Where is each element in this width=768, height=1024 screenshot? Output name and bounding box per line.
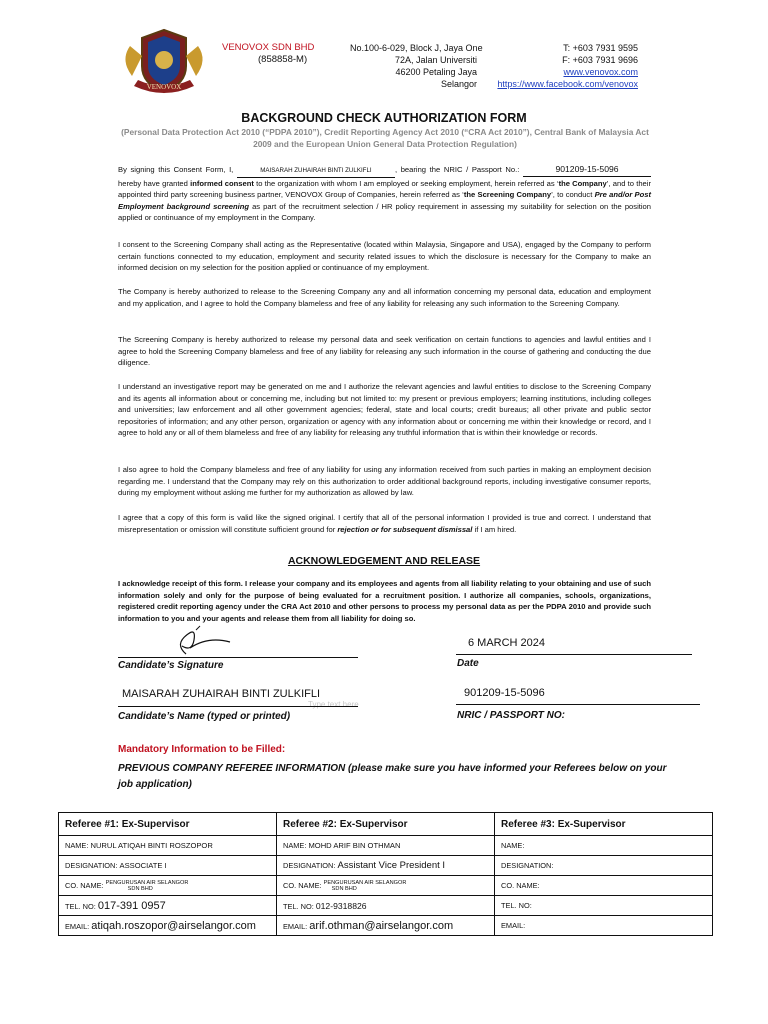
referee-3-email-cell[interactable] bbox=[495, 916, 713, 936]
address-line: No.100-6-029, Block J, Jaya One bbox=[350, 43, 483, 53]
form-title: BACKGROUND CHECK AUTHORIZATION FORM bbox=[241, 111, 527, 125]
screening-type-text: Pre and/or Post Employment background screening bbox=[118, 190, 652, 211]
signature-mark[interactable] bbox=[168, 624, 238, 665]
referee-2-email-cell[interactable] bbox=[277, 916, 495, 936]
cell-label: DESIGNATION: bbox=[283, 861, 336, 870]
cell-label: DESIGNATION: bbox=[65, 861, 118, 870]
cell-value: NURUL ATIQAH BINTI ROSZOPOR bbox=[90, 841, 213, 850]
name-label: Candidate’s Name (typed or printed) bbox=[118, 711, 291, 722]
candidate-name-typed[interactable]: MAISARAH ZUHAIRAH BINTI ZULKIFLI bbox=[122, 688, 321, 700]
address-line: 46200 Petaling Jaya bbox=[395, 67, 477, 77]
table-row bbox=[59, 876, 713, 896]
table-header-row bbox=[59, 813, 713, 836]
table-row bbox=[59, 856, 713, 876]
cell-value: SDN BHD bbox=[331, 885, 357, 892]
cell-label: CO. NAME: bbox=[283, 880, 322, 890]
name-line bbox=[118, 706, 358, 707]
referee-1-tel-cell[interactable] bbox=[59, 896, 277, 916]
mandatory-heading: Mandatory Information to be Filled: bbox=[118, 744, 286, 755]
consent-paragraph-6: I also agree to hold the Company blameless and free of any liability for using any information received from such parties in making an employment decision regarding me. I understand that the Company may rely on this authorization to order additional background reports, including investigative consumer reports, during my employment without asking me further for my authorization as allowed by law. bbox=[118, 465, 651, 498]
cell-label: TEL. NO: bbox=[501, 901, 532, 910]
consent-paragraph-4: The Screening Company is hereby authorized to release my personal data and seek verification on certain functions to agencies and lawful entities and I agree to hold the Screening Company blameless and free of any liability for releasing any such information in the course of gathering and conducting the due diligence. bbox=[118, 335, 651, 368]
referee-2-tel-cell[interactable] bbox=[277, 896, 495, 916]
cell-value: PENGURUSAN AIR SELANGOR bbox=[105, 879, 189, 886]
dismissal-clause: rejection or for subsequent dismissal bbox=[337, 524, 473, 534]
nric-typed[interactable]: 901209-15-5096 bbox=[464, 687, 545, 699]
address-line: Selangor bbox=[440, 79, 477, 89]
text-run: if I am hired. bbox=[472, 524, 517, 534]
nric-label: NRIC / PASSPORT NO: bbox=[457, 710, 565, 721]
referee-2-designation-cell[interactable] bbox=[277, 856, 495, 876]
cell-label: EMAIL: bbox=[65, 921, 90, 931]
company-term: the Company bbox=[558, 178, 607, 188]
nric-line bbox=[456, 704, 700, 705]
signature-line bbox=[118, 657, 358, 658]
cell-value: ASSOCIATE I bbox=[119, 861, 167, 870]
referee-3-tel-cell[interactable] bbox=[495, 896, 713, 916]
cell-label: TEL. NO: bbox=[65, 901, 96, 911]
candidate-name-field[interactable]: MAISARAH ZUHAIRAH BINTI ZULKIFLI bbox=[237, 165, 395, 178]
cell-value: 012-9318826 bbox=[315, 900, 367, 911]
cell-value: atiqah.roszopor@airselangor.com bbox=[91, 919, 256, 932]
referee-3-name-cell[interactable] bbox=[495, 836, 713, 856]
cell-label: NAME: bbox=[501, 841, 525, 850]
consent-paragraph-3: The Company is hereby authorized to release to the Screening Company any and all information concerning my personal data, education and employment and my application, and I agree to hold the Company blameless and free of any liability for releasing any such information to the Screening Company. bbox=[118, 287, 651, 308]
website-link[interactable]: www.venovox.com bbox=[563, 67, 638, 77]
referee-1-company-cell[interactable] bbox=[59, 876, 277, 896]
company-address bbox=[350, 42, 483, 90]
nric-field[interactable]: 901209-15-5096 bbox=[523, 164, 651, 177]
ack-title: ACKNOWLEDGEMENT AND RELEASE bbox=[287, 555, 481, 567]
facebook-link[interactable]: https://www.facebook.com/venovox bbox=[497, 79, 638, 89]
form-subtitle: (Personal Data Protection Act 2010 (“PDPA 2010”), Credit Reporting Agency Act 2010 (“CRA Act 2010”), Central Bank of Malaysia Act 2009 and the European Union General Data Protection Regulation) bbox=[121, 127, 649, 149]
cell-value: Assistant Vice President I bbox=[337, 860, 446, 871]
cell-label: NAME: bbox=[283, 841, 307, 850]
text-run: to the organization with whom I am employed or seeking employment, herein referred as ‘ bbox=[253, 178, 559, 188]
text-run: as part of the recruitment selection / HR policy requirement in assessing my suitability for selection on the position applied or continuance of my employment in the Company. bbox=[118, 201, 651, 223]
cell-value: PENGURUSAN AIR SELANGOR bbox=[323, 879, 407, 886]
cell-value: arif.othman@airselangor.com bbox=[309, 919, 454, 932]
informed-consent-text: informed consent bbox=[190, 178, 254, 188]
cell-label: EMAIL: bbox=[501, 921, 526, 930]
referee-3-designation-cell[interactable] bbox=[495, 856, 713, 876]
referee-2-company-cell[interactable] bbox=[277, 876, 495, 896]
cell-label: NAME: bbox=[65, 841, 89, 850]
cell-label: TEL. NO: bbox=[283, 901, 314, 911]
text-run: ’, and to their appointed third party screening business partner, VENOVOX Group of Companies, herein referred as ‘ bbox=[118, 178, 651, 200]
table-row bbox=[59, 916, 713, 936]
referee-1-email-cell[interactable] bbox=[59, 916, 277, 936]
consent-paragraph-5: I understand an investigative report may be generated on me and I authorize the relevant agencies and lawful entities to disclose to the Screening Company and its agents all information about or concerning me, including but not limited to: my present or previous employers; learning institutions, including colleges and universities; law enforcement and all other government agencies; federal, state and local courts; credit bureaus; all other private and public sector repositories of information; and any other person, organization or agency with any information about or concerning me within their knowledge or record, and I agree to hold any or all of them blameless and free of any liability for releasing any truthful information that is within their knowledge or records. bbox=[118, 382, 651, 438]
referee-1-header: Referee #1: Ex-Supervisor bbox=[59, 813, 277, 836]
consent-paragraph-7 bbox=[118, 512, 651, 535]
referee-3-company-cell[interactable] bbox=[495, 876, 713, 896]
date-field[interactable]: 6 MARCH 2024 bbox=[468, 637, 546, 649]
phone-number: T: +603 7931 9595 bbox=[563, 43, 638, 53]
table-row bbox=[59, 836, 713, 856]
company-registration: (858858-M) bbox=[258, 54, 308, 65]
cell-label: CO. NAME: bbox=[65, 880, 104, 890]
referee-2-header: Referee #2: Ex-Supervisor bbox=[277, 813, 495, 836]
referee-table bbox=[58, 812, 713, 936]
company-name: VENOVOX SDN BHD bbox=[222, 42, 315, 53]
text-run: By signing this Consent Form, I, bbox=[118, 165, 237, 174]
referee-3-header: Referee #3: Ex-Supervisor bbox=[495, 813, 713, 836]
screening-company-term: the Screening Company bbox=[463, 190, 552, 200]
fax-number: F: +603 7931 9696 bbox=[562, 55, 638, 65]
text-run: , bearing the NRIC / Passport No.: bbox=[394, 165, 523, 174]
text-run: ’, to conduct bbox=[551, 190, 595, 200]
cell-label: CO. NAME: bbox=[501, 881, 540, 890]
text-run: I agree that a copy of this form is valid like the signed original. I certify that all of the personal information I provided is true and correct. I understand that misrepresentation or omission will constitute sufficient ground for bbox=[118, 513, 651, 534]
cell-label: DESIGNATION: bbox=[501, 861, 554, 870]
consent-paragraph-2: I consent to the Screening Company shall acting as the Representative (located within Malaysia, Singapore and USA), engaged by the Company to perform certain functions connected to my education, employment and security related issues to which the disclosure is necessary for the Company to make an informed decision on my selection for the position applied or continuance of my employment. bbox=[118, 240, 651, 273]
ack-paragraph: I acknowledge receipt of this form. I release your company and its employees and agents from all liability relating to your obtaining and use of such information solely and only for the purpose of being evaluated for a recruitment position. I authorize all companies, schools, organizations, registered credit reporting agency under the CRA Act 2010 and other persons to process my personal data as per the PDPA 2010 and provide such information to you and your agents and release them from all liability for doing so. bbox=[118, 579, 651, 623]
svg-text:VENOVOX: VENOVOX bbox=[146, 83, 182, 91]
referee-1-name-cell[interactable] bbox=[59, 836, 277, 856]
referee-1-designation-cell[interactable] bbox=[59, 856, 277, 876]
table-row bbox=[59, 896, 713, 916]
company-contact bbox=[480, 42, 638, 90]
cell-value: 017-391 0957 bbox=[97, 899, 166, 912]
cell-value: SDN BHD bbox=[127, 885, 153, 892]
company-logo bbox=[116, 26, 212, 100]
date-line bbox=[456, 654, 692, 655]
text-run: hereby have granted bbox=[118, 178, 191, 188]
previous-company-note: PREVIOUS COMPANY REFEREE INFORMATION (please make sure you have informed your Referees below on your job application) bbox=[118, 763, 667, 790]
date-label: Date bbox=[457, 658, 479, 669]
cell-label: EMAIL: bbox=[283, 921, 308, 931]
consent-paragraph-1 bbox=[118, 164, 651, 224]
signature-label: Candidate’s Signature bbox=[118, 660, 224, 671]
address-line: 72A, Jalan Universiti bbox=[394, 55, 477, 65]
placeholder-watermark: Type text here bbox=[308, 700, 359, 709]
cell-value: MOHD ARIF BIN OTHMAN bbox=[308, 841, 401, 850]
referee-2-name-cell[interactable] bbox=[277, 836, 495, 856]
